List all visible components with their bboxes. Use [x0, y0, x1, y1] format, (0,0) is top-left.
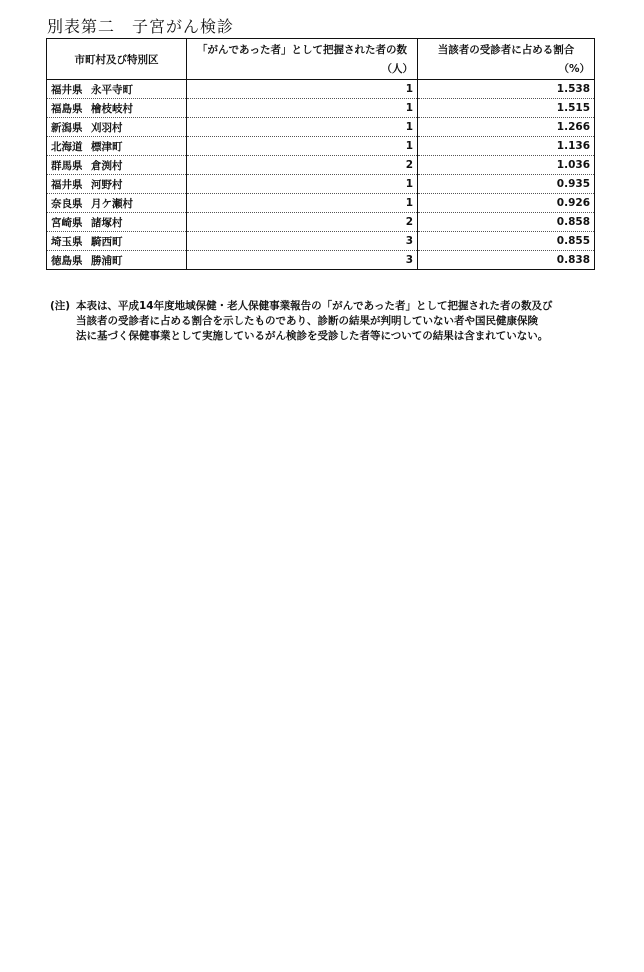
- ratio-cell: 1.515: [418, 99, 595, 118]
- count-cell: 3: [187, 251, 418, 270]
- results-table: [46, 38, 595, 270]
- count-cell: 1: [187, 99, 418, 118]
- municipality-name: 騎西町: [91, 235, 123, 248]
- municipality-name: 檜枝岐村: [91, 102, 133, 115]
- ratio-cell: 1.538: [418, 80, 595, 99]
- prefecture-name: 福井県: [51, 178, 83, 191]
- municipality-cell: [47, 213, 187, 232]
- table-row: [47, 175, 595, 194]
- table-row: [47, 80, 595, 99]
- footnote-line: 本表は、平成14年度地域保健・老人保健事業報告の「がんであった者」として把握された者の数及び: [76, 300, 553, 312]
- count-cell: 1: [187, 194, 418, 213]
- municipality-name: 月ケ瀬村: [91, 197, 133, 210]
- municipality-name: 標津町: [91, 140, 123, 153]
- municipality-cell: [47, 118, 187, 137]
- count-cell: 2: [187, 213, 418, 232]
- count-cell: 1: [187, 80, 418, 99]
- header-municipality: 市町村及び特別区: [47, 39, 187, 80]
- prefecture-name: 奈良県: [51, 197, 83, 210]
- prefecture-name: 徳島県: [51, 254, 83, 267]
- table-header-row: [47, 39, 595, 80]
- municipality-cell: [47, 251, 187, 270]
- count-cell: 1: [187, 137, 418, 156]
- ratio-cell: 1.036: [418, 156, 595, 175]
- table-row: [47, 118, 595, 137]
- header-ratio: [418, 39, 595, 80]
- table-row: [47, 156, 595, 175]
- ratio-cell: 0.926: [418, 194, 595, 213]
- ratio-cell: 1.136: [418, 137, 595, 156]
- municipality-cell: [47, 156, 187, 175]
- table-row: [47, 137, 595, 156]
- ratio-cell: 0.838: [418, 251, 595, 270]
- municipality-cell: [47, 232, 187, 251]
- ratio-cell: 0.858: [418, 213, 595, 232]
- prefecture-name: 宮崎県: [51, 216, 83, 229]
- municipality-name: 刈羽村: [91, 121, 123, 134]
- prefecture-name: 群馬県: [51, 159, 83, 172]
- table-row: [47, 213, 595, 232]
- municipality-cell: [47, 99, 187, 118]
- page-title: 別表第二 子宮がん検診: [47, 17, 235, 36]
- ratio-cell: 0.935: [418, 175, 595, 194]
- municipality-name: 倉渕村: [91, 159, 123, 172]
- footnote-label: (注): [50, 300, 71, 312]
- prefecture-name: 福島県: [51, 102, 83, 115]
- municipality-name: 河野村: [91, 178, 123, 191]
- municipality-name: 諸塚村: [91, 216, 123, 229]
- prefecture-name: 北海道: [51, 140, 83, 153]
- table-row: [47, 232, 595, 251]
- prefecture-name: 新潟県: [51, 121, 83, 134]
- header-count: [187, 39, 418, 80]
- municipality-name: 永平寺町: [91, 83, 133, 96]
- ratio-cell: 1.266: [418, 118, 595, 137]
- header-ratio-unit: （%）: [558, 63, 590, 75]
- header-count-unit: （人）: [381, 63, 413, 75]
- header-count-label: 「がんであった者」として把握された者の数: [197, 44, 407, 56]
- municipality-cell: [47, 137, 187, 156]
- table-row: [47, 251, 595, 270]
- footnote-line: 当該者の受診者に占める割合を示したものであり、診断の結果が判明していない者や国民健康保険: [76, 315, 538, 327]
- municipality-cell: [47, 194, 187, 213]
- footnote-line: 法に基づく保健事業として実施しているがん検診を受診した者等についての結果は含まれていない。: [76, 330, 549, 342]
- table-row: [47, 194, 595, 213]
- ratio-cell: 0.855: [418, 232, 595, 251]
- footnote: [50, 299, 610, 344]
- header-ratio-label: 当該者の受診者に占める割合: [437, 44, 575, 56]
- table-row: [47, 99, 595, 118]
- count-cell: 3: [187, 232, 418, 251]
- municipality-cell: [47, 80, 187, 99]
- municipality-cell: [47, 175, 187, 194]
- count-cell: 1: [187, 175, 418, 194]
- count-cell: 2: [187, 156, 418, 175]
- count-cell: 1: [187, 118, 418, 137]
- prefecture-name: 埼玉県: [51, 235, 83, 248]
- municipality-name: 勝浦町: [91, 254, 123, 267]
- prefecture-name: 福井県: [51, 83, 83, 96]
